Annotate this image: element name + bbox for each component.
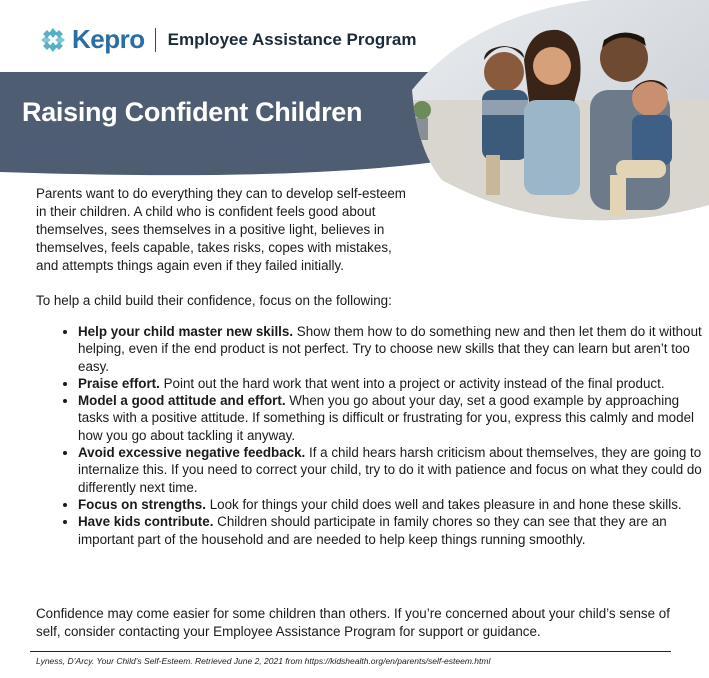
citation: Lyness, D’Arcy. Your Child’s Self-Esteem. Retrieved June 2, 2021 from https://kidshealth.org/en/parents/self-esteem.html	[36, 656, 491, 666]
tip-text: Look for things your child does well and takes pleasure in and hone these skills.	[205, 496, 682, 512]
intro-paragraph: Parents want to do everything they can to develop self-esteem in their children. A child who is confident feels good about themselves, sees themselves in a positive light, believes in themselves, feels capable, takes risks, copes with mistakes, and attempts things again even if they failed initially.	[36, 186, 406, 273]
closing-paragraph: Confidence may come easier for some children than others. If you’re concerned about your child’s sense of self, consider contacting your Employee Assistance Program for support or guidance.	[36, 606, 670, 639]
banner-swoosh	[0, 150, 460, 180]
tip-title: Avoid excessive negative feedback.	[78, 445, 306, 461]
tip-text: Show them how to do something new and then let them do it without helping, even if the end product is not perfect. Try to choose new skills that they can learn but aren’t too easy.	[78, 324, 702, 374]
list-item	[78, 323, 708, 375]
tip-text: When you go about your day, set a good example by approaching tasks with a positive attitude. If something is difficult or frustrating for you, express this calmly and model how you go about tackling it anyway.	[78, 393, 694, 443]
lead-sentence: To help a child build their confidence, focus on the following:	[36, 293, 392, 308]
tip-title: Praise effort.	[78, 375, 160, 391]
tip-text: Children should participate in family chores so they can see that they are an important part of the household and are needed to help keep things running smoothly.	[78, 514, 667, 547]
page-title: Raising Confident Children	[22, 97, 363, 127]
brand-header	[38, 24, 416, 55]
tip-title: Model a good attitude and effort.	[78, 393, 286, 409]
list-item	[78, 513, 708, 548]
header-divider	[155, 28, 156, 52]
tip-title: Focus on strengths.	[78, 496, 206, 512]
list-item	[78, 444, 708, 496]
tip-text: Point out the hard work that went into a project or activity instead of the final product.	[159, 375, 665, 391]
family-photo	[412, 0, 709, 232]
list-item	[78, 496, 708, 513]
tip-title: Help your child master new skills.	[78, 324, 294, 339]
program-name: Employee Assistance Program	[167, 29, 417, 49]
footer-divider	[30, 651, 671, 652]
list-item	[78, 375, 708, 392]
kepro-logo-icon	[38, 25, 68, 55]
list-item	[78, 392, 708, 444]
logo-wordmark: Kepro	[72, 24, 145, 54]
tips-list	[40, 323, 708, 548]
tip-text: If a child hears harsh criticism about themselves, they are going to internalize this. If you need to correct your child, try to do it with patience and focus on what they could do differently next time.	[78, 445, 702, 495]
tip-title: Have kids contribute.	[78, 514, 214, 530]
